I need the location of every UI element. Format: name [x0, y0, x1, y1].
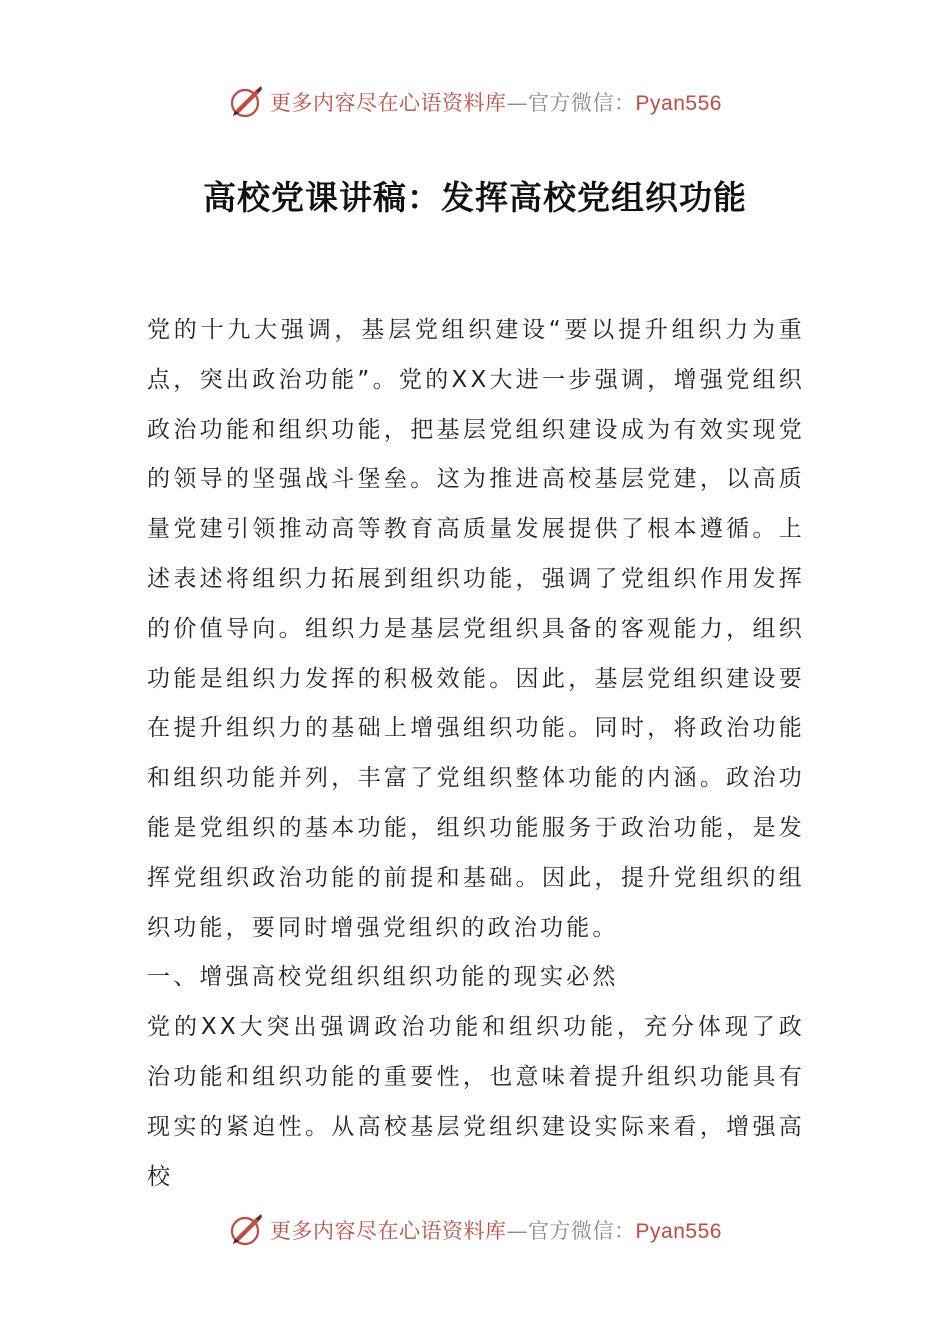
watermark-main: 更多内容尽在心语资料库 [270, 1219, 507, 1243]
document-title: 高校党课讲稿：发挥高校党组织功能 [203, 178, 747, 217]
paragraph-intro: 党的十九大强调，基层党组织建设“要以提升组织力为重点，突出政治功能”。党的XX大进一步强调，增强党组织政治功能和组织功能，把基层党组织建设成为有效实现党的领导的坚强战斗堡垒。这为推进高校基层党建，以高质量党建引领推动高等教育高质量发展提供了根本遵循。上述表述将组织力拓展到组织功能，强调了党组织作用发挥的价值导向。组织力是基层党组织具备的客观能力，组织功能是组织力发挥的积极效能。因此，基层党组织建设要在提升组织力的基础上增强组织功能。同时，将政治功能和组织功能并列，丰富了党组织整体功能的内涵。政治功能是党组织的基本功能，组织功能服务于政治功能，是发挥党组织政治功能的前提和基础。因此，提升党组织的组织功能，要同时增强党组织的政治功能。 [147, 317, 805, 941]
watermark-footer [0, 1210, 950, 1250]
pen-logo-icon [228, 84, 264, 120]
pen-logo-icon [228, 1212, 264, 1248]
watermark-text [270, 1215, 722, 1245]
watermark-id: Pyan556 [635, 1220, 722, 1243]
watermark-id: Pyan556 [635, 92, 722, 115]
watermark-sub: —官方微信： [506, 1219, 636, 1243]
watermark-sub: —官方微信： [506, 91, 636, 115]
watermark-main: 更多内容尽在心语资料库 [270, 91, 507, 115]
watermark-text [270, 87, 722, 117]
section-heading-1: 一、增强高校党组织组织功能的现实必然 [147, 964, 619, 991]
watermark-header [0, 82, 950, 122]
paragraph-section-1: 党的XX大突出强调政治功能和组织功能，充分体现了政治功能和组织功能的重要性，也意味着提升组织功能具有现实的紧迫性。从高校基层党组织建设实际来看，增强高校 [147, 1014, 805, 1190]
document-body [147, 306, 805, 1202]
